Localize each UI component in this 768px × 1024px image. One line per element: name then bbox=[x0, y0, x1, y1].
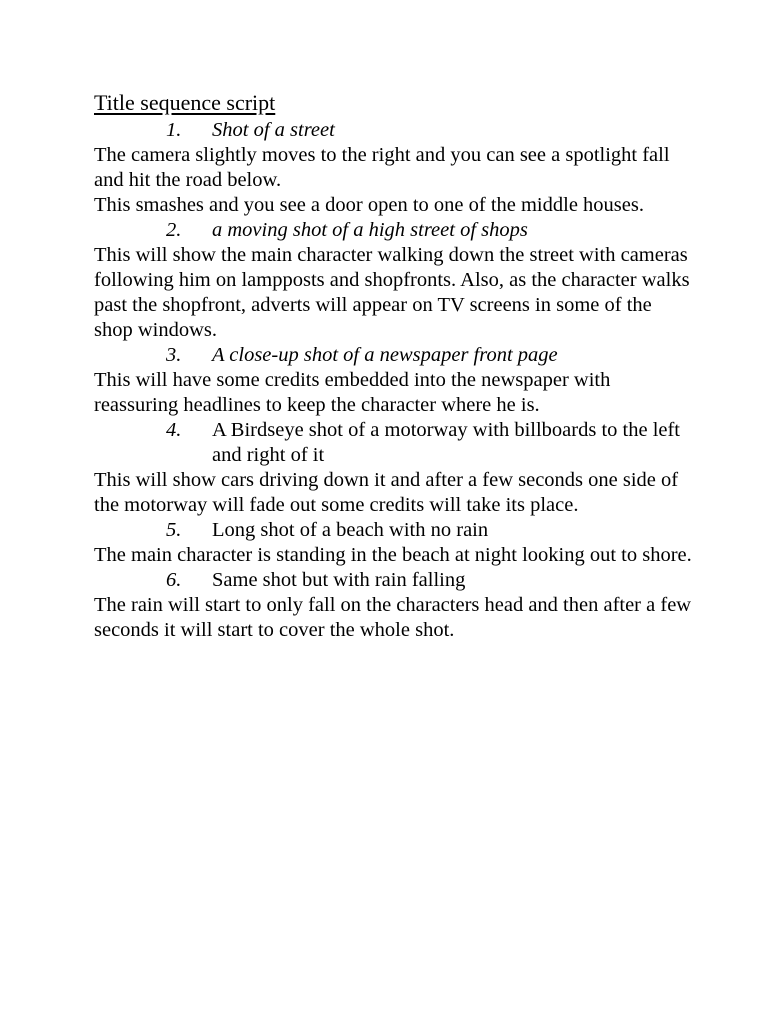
shot-number-1: 1. bbox=[166, 119, 182, 141]
shot-5-paragraph-1: The main character is standing in the beach at night looking out to shore. bbox=[94, 544, 692, 566]
shot-1-paragraph-1: The camera slightly moves to the right and you can see a spotlight fall and hit the road below. bbox=[94, 144, 670, 191]
shot-3-paragraph-1: This will have some credits embedded into the newspaper with reassuring headlines to keep the character where he is. bbox=[94, 369, 611, 416]
shot-number-3: 3. bbox=[166, 344, 182, 366]
shot-heading-5 bbox=[94, 518, 694, 543]
shot-number-5: 5. bbox=[166, 519, 182, 541]
shot-1-paragraph-2: This smashes and you see a door open to one of the middle houses. bbox=[94, 194, 644, 216]
shot-heading-2 bbox=[94, 218, 694, 243]
shot-title-2: a moving shot of a high street of shops bbox=[212, 219, 528, 241]
shot-number-2: 2. bbox=[166, 219, 182, 241]
shot-heading-3 bbox=[94, 343, 694, 368]
shot-number-4: 4. bbox=[166, 419, 182, 441]
shot-title-6: Same shot but with rain falling bbox=[212, 569, 466, 591]
shot-title-4: A Birdseye shot of a motorway with billboards to the left and right of it bbox=[212, 419, 681, 466]
shot-6-paragraph-1: The rain will start to only fall on the characters head and then after a few seconds it will start to cover the whole shot. bbox=[94, 594, 692, 641]
shot-title-1: Shot of a street bbox=[212, 119, 335, 141]
shot-heading-4 bbox=[94, 418, 694, 468]
shot-heading-1 bbox=[94, 118, 694, 143]
shot-heading-6 bbox=[94, 568, 694, 593]
document-page bbox=[94, 88, 694, 643]
document-title: Title sequence script bbox=[94, 90, 276, 115]
shot-4-paragraph-1: This will show cars driving down it and after a few seconds one side of the motorway will fade out some credits will take its place. bbox=[94, 469, 679, 516]
shot-title-5: Long shot of a beach with no rain bbox=[212, 519, 489, 541]
shot-2-paragraph-1: This will show the main character walking down the street with cameras following him on lampposts and shopfronts. Also, as the character walks past the shopfront, adverts will appear on TV screens in some of the shop windows. bbox=[94, 244, 690, 341]
shot-number-6: 6. bbox=[166, 569, 182, 591]
shot-title-3: A close-up shot of a newspaper front page bbox=[212, 344, 558, 366]
